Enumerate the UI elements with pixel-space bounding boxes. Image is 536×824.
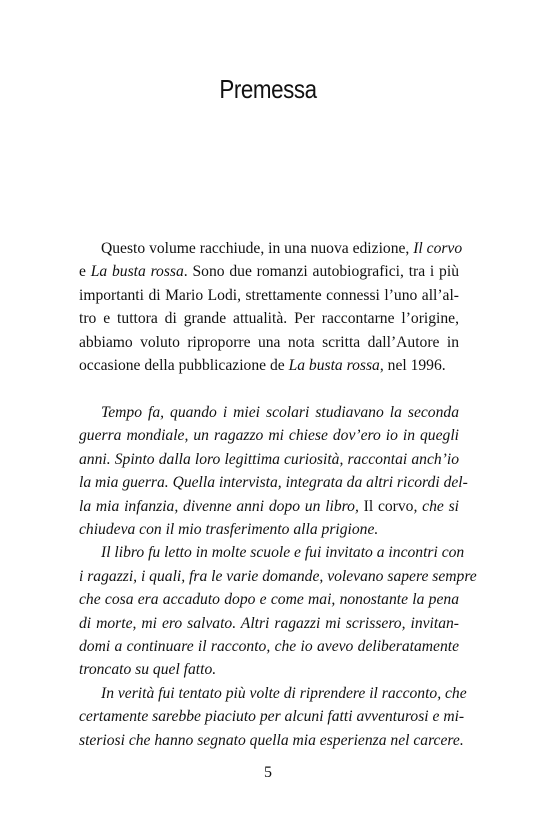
page-title: Premessa xyxy=(219,74,317,104)
intro-paragraph xyxy=(79,237,463,377)
quote-line: Tempo fa, quando i miei scolari studiavano la seconda xyxy=(101,404,459,421)
quote-line: di morte, mi ero salvato. Altri ragazzi mi scrissero, invitan- xyxy=(79,614,459,632)
intro-line: Questo volume racchiude, in una nuova edizione, Il corvo xyxy=(101,240,463,257)
intro-line: e La busta rossa. Sono due romanzi autobiografici, tra i più xyxy=(79,263,459,281)
quote-line: certamente sarebbe piaciuto per alcuni fatti avventurosi e mi- xyxy=(79,708,465,726)
intro-line: importanti di Mario Lodi, strettamente connessi l’uno all’al- xyxy=(79,286,459,304)
quote-line: In verità fui tentato più volte di riprendere il racconto, che xyxy=(101,684,467,702)
quote-line: la mia infanzia, divenne anni dopo un libro, Il corvo, che si xyxy=(79,497,459,515)
quote-line: anni. Spinto dalla loro legittima curiosità, raccontai anch’io xyxy=(79,450,459,468)
quote-line: guerra mondiale, un ragazzo mi chiese dov’ero io in quegli xyxy=(79,427,459,445)
quote-line: la mia guerra. Quella intervista, integrata da altri ricordi del- xyxy=(79,474,468,492)
author-note-quote xyxy=(79,401,477,752)
intro-line: abbiamo voluto riproporre una nota scritta dall’Autore in xyxy=(79,333,459,351)
quote-line: domi a continuare il racconto, che io avevo deliberatamente xyxy=(79,638,459,656)
quote-line: i ragazzi, i quali, fra le varie domande, volevano sapere sempre xyxy=(79,567,477,585)
quote-line: troncato su quel fatto. xyxy=(79,661,217,679)
quote-line: steriosi che hanno segnato quella mia esperienza nel carcere. xyxy=(79,731,464,749)
page-number: 5 xyxy=(264,764,272,781)
intro-line: occasione della pubblicazione de La busta rossa, nel 1996. xyxy=(79,357,446,375)
quote-line: Il libro fu letto in molte scuole e fui invitato a incontri con xyxy=(101,544,465,562)
quote-line: che cosa era accaduto dopo e come mai, nonostante la pena xyxy=(79,591,459,609)
quote-line: chiudeva con il mio trasferimento alla prigione. xyxy=(79,521,379,539)
intro-line: tro e tuttora di grande attualità. Per raccontarne l’origine, xyxy=(79,310,459,328)
